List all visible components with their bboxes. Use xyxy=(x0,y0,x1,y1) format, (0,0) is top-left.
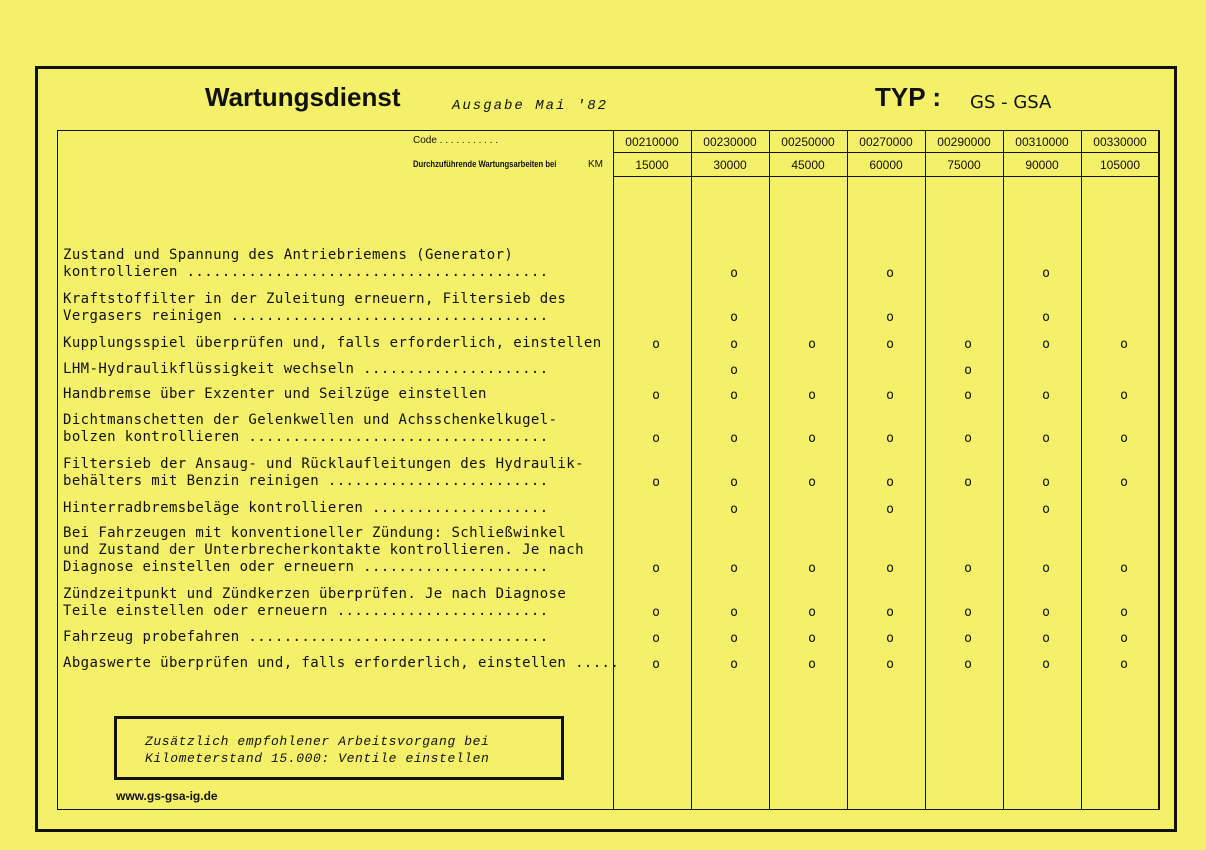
service-mark: o xyxy=(1042,337,1050,352)
task-description: Dichtmanschetten der Gelenkwellen und Achsschenkelkugel- bolzen kontrollieren .................................. xyxy=(63,412,558,445)
service-mark: o xyxy=(886,502,894,517)
service-mark: o xyxy=(730,631,738,646)
code-label: Code . . . . . . . . . . . xyxy=(413,135,499,146)
column-divider xyxy=(691,130,692,810)
interval-km: 45000 xyxy=(791,158,825,172)
note-line-1: Zusätzlich empfohlener Arbeitsvorgang bei xyxy=(145,734,490,749)
km-unit: KM xyxy=(588,159,603,170)
service-mark: o xyxy=(1120,561,1128,576)
task-description: Zündzeitpunkt und Zündkerzen überprüfen. Je nach Diagnose Teile einstellen oder erneuern ........................ xyxy=(63,586,567,619)
service-mark: o xyxy=(808,631,816,646)
note-line-2: Kilometerstand 15.000: Ventile einstellen xyxy=(145,751,490,766)
service-mark: o xyxy=(964,431,972,446)
interval-code: 00210000 xyxy=(625,135,679,149)
task-description: Zustand und Spannung des Antriebriemens (Generator) kontrollieren ......................................... xyxy=(63,247,549,280)
service-mark: o xyxy=(730,388,738,403)
service-mark: o xyxy=(886,388,894,403)
task-description: Bei Fahrzeugen mit konventioneller Zündung: Schließwinkel und Zustand der Unterbrecherkontakte kontrollieren. Je nach Diagnose einstellen oder erneuern ..................... xyxy=(63,525,584,575)
service-mark: o xyxy=(1120,388,1128,403)
service-mark: o xyxy=(652,631,660,646)
header-line-bottom xyxy=(613,176,1159,177)
service-mark: o xyxy=(652,561,660,576)
service-mark: o xyxy=(808,561,816,576)
column-divider xyxy=(925,130,926,810)
service-mark: o xyxy=(1042,310,1050,325)
service-mark: o xyxy=(886,657,894,672)
service-mark: o xyxy=(730,502,738,517)
service-mark: o xyxy=(1042,631,1050,646)
service-mark: o xyxy=(808,605,816,620)
interval-km: 60000 xyxy=(869,158,903,172)
note-text xyxy=(145,733,489,767)
interval-km: 75000 xyxy=(947,158,981,172)
service-mark: o xyxy=(1042,431,1050,446)
service-mark: o xyxy=(886,337,894,352)
interval-km: 105000 xyxy=(1099,158,1141,172)
task-description: LHM-Hydraulikflüssigkeit wechseln ..................... xyxy=(63,361,549,377)
service-mark: o xyxy=(964,657,972,672)
task-description: Fahrzeug probefahren .................................. xyxy=(63,629,549,645)
column-divider xyxy=(1003,130,1004,810)
service-mark: o xyxy=(730,657,738,672)
interval-code: 00330000 xyxy=(1093,135,1147,149)
service-mark: o xyxy=(808,475,816,490)
page-title: Wartungsdienst xyxy=(205,82,401,112)
typ-value: GS - GSA xyxy=(970,92,1052,113)
service-mark: o xyxy=(730,431,738,446)
interval-code: 00270000 xyxy=(859,135,913,149)
service-mark: o xyxy=(1042,502,1050,517)
interval-code: 00310000 xyxy=(1015,135,1069,149)
service-mark: o xyxy=(886,475,894,490)
service-mark: o xyxy=(652,605,660,620)
service-mark: o xyxy=(652,657,660,672)
service-mark: o xyxy=(964,363,972,378)
typ-label: TYP : xyxy=(875,82,941,112)
interval-km: 30000 xyxy=(713,158,747,172)
interval-code: 00250000 xyxy=(781,135,835,149)
service-mark: o xyxy=(886,310,894,325)
service-mark: o xyxy=(808,657,816,672)
service-mark: o xyxy=(1042,561,1050,576)
task-description: Filtersieb der Ansaug- und Rücklaufleitungen des Hydraulik- behälters mit Benzin reinigen ......................... xyxy=(63,456,584,489)
service-mark: o xyxy=(886,561,894,576)
service-mark: o xyxy=(1042,475,1050,490)
service-mark: o xyxy=(964,475,972,490)
service-mark: o xyxy=(730,310,738,325)
website-url: www.gs-gsa-ig.de xyxy=(116,789,218,803)
km-label: Durchzuführende Wartungsarbeiten bei xyxy=(413,159,557,169)
column-divider xyxy=(769,130,770,810)
service-mark: o xyxy=(730,266,738,281)
service-mark: o xyxy=(1042,657,1050,672)
interval-km: 90000 xyxy=(1025,158,1059,172)
service-mark: o xyxy=(1120,605,1128,620)
column-divider xyxy=(1159,130,1160,810)
task-description: Abgaswerte überprüfen und, falls erforderlich, einstellen ..... xyxy=(63,655,620,671)
header-line-top xyxy=(613,152,1159,153)
service-mark: o xyxy=(730,337,738,352)
task-description: Kupplungsspiel überprüfen und, falls erforderlich, einstellen xyxy=(63,335,602,351)
column-divider xyxy=(613,130,614,810)
service-mark: o xyxy=(1120,431,1128,446)
service-mark: o xyxy=(730,561,738,576)
service-mark: o xyxy=(886,631,894,646)
interval-km: 15000 xyxy=(635,158,669,172)
service-mark: o xyxy=(652,337,660,352)
task-description: Hinterradbremsbeläge kontrollieren .................... xyxy=(63,500,549,516)
service-mark: o xyxy=(730,363,738,378)
service-mark: o xyxy=(1042,605,1050,620)
service-mark: o xyxy=(886,431,894,446)
service-mark: o xyxy=(964,631,972,646)
service-mark: o xyxy=(730,475,738,490)
task-description: Handbremse über Exzenter und Seilzüge einstellen xyxy=(63,386,487,402)
service-mark: o xyxy=(964,561,972,576)
column-divider xyxy=(1081,130,1082,810)
service-mark: o xyxy=(964,605,972,620)
interval-code: 00230000 xyxy=(703,135,757,149)
service-mark: o xyxy=(1120,475,1128,490)
task-description: Kraftstoffilter in der Zuleitung erneuern, Filtersieb des Vergasers reinigen .................................... xyxy=(63,291,567,324)
service-mark: o xyxy=(808,431,816,446)
service-mark: o xyxy=(1042,388,1050,403)
service-mark: o xyxy=(1120,337,1128,352)
service-mark: o xyxy=(964,337,972,352)
service-mark: o xyxy=(652,431,660,446)
service-mark: o xyxy=(1042,266,1050,281)
service-mark: o xyxy=(652,475,660,490)
service-mark: o xyxy=(964,388,972,403)
service-mark: o xyxy=(652,388,660,403)
service-mark: o xyxy=(808,388,816,403)
service-mark: o xyxy=(886,266,894,281)
service-mark: o xyxy=(808,337,816,352)
service-mark: o xyxy=(730,605,738,620)
column-divider xyxy=(847,130,848,810)
interval-code: 00290000 xyxy=(937,135,991,149)
service-mark: o xyxy=(1120,631,1128,646)
service-mark: o xyxy=(1120,657,1128,672)
edition-label: Ausgabe Mai '82 xyxy=(452,98,609,114)
service-mark: o xyxy=(886,605,894,620)
